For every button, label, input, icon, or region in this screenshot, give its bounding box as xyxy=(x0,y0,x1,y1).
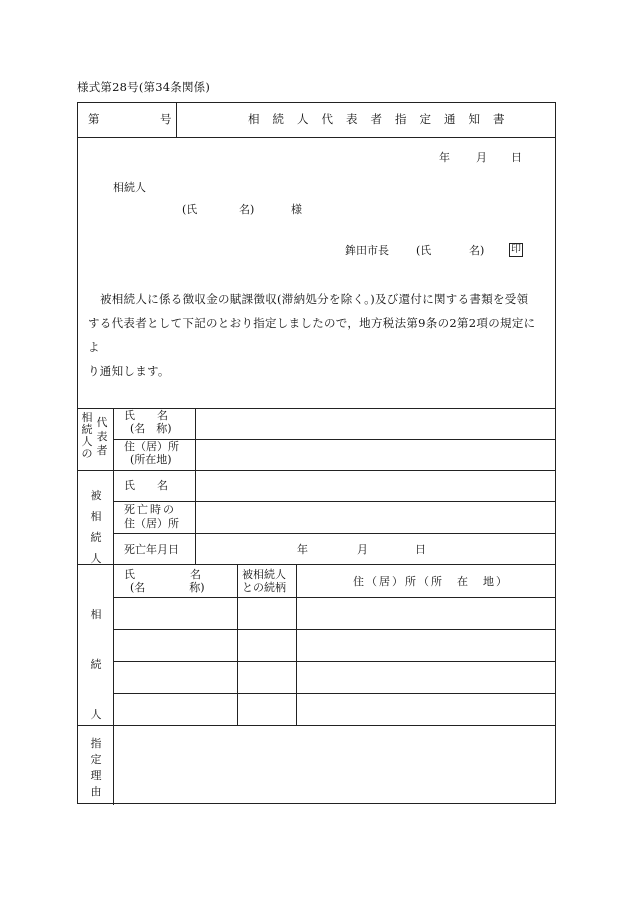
addressee-label: 相続人 xyxy=(113,181,146,194)
rep-section-label-col1: 相続人の xyxy=(81,411,93,460)
rep-address-label-2: (所在地) xyxy=(130,453,172,466)
rep-name-label-2: (名 称) xyxy=(130,422,172,435)
issuer-name-open: (氏 xyxy=(416,244,432,257)
issuer-title: 鉾田市長 xyxy=(345,244,389,257)
heirs-section-label: 相続人 xyxy=(90,608,102,721)
section-label-divider-a xyxy=(113,408,114,568)
notice-body-line-1: 被相続人に係る徴収金の賦課徴収(滞納処分を除く。)及び還付に関する書類を受領 xyxy=(100,292,529,306)
header-bottom-line xyxy=(78,137,555,138)
rep-address-label-1: 住（居）所 xyxy=(124,440,179,453)
addressee-name-close: 名) xyxy=(239,203,255,216)
heir-col-relation-label-1: 被相続人 xyxy=(242,568,286,581)
issuer-name-close: 名) xyxy=(469,244,485,257)
addressee-sama: 様 xyxy=(291,203,302,216)
rep-name-label-1: 氏 名 xyxy=(124,409,168,422)
notice-date-month: 月 xyxy=(476,151,487,164)
notice-body xyxy=(88,287,546,383)
seal-mark: 印 xyxy=(511,244,521,255)
notice-body-line-3: り通知します。 xyxy=(88,364,170,378)
document-title: 相続人代表者指定通知書 xyxy=(248,112,518,126)
deceased-bottom-line xyxy=(78,564,555,565)
label-value-divider-a xyxy=(195,408,196,564)
deceased-section-label: 被相続人 xyxy=(90,489,102,565)
deceased-row-line-1 xyxy=(113,501,555,502)
deceased-address-label-2: 住（居）所 xyxy=(124,517,179,530)
heir-row-line-2 xyxy=(113,629,555,630)
heir-col-divider-1 xyxy=(237,564,238,725)
deceased-row-line-2 xyxy=(113,533,555,534)
header-divider xyxy=(176,103,177,137)
header-number-right: 号 xyxy=(160,112,172,126)
rep-row-line xyxy=(113,439,555,440)
addressee-name-open: (氏 xyxy=(182,203,198,216)
heir-col-address-label: 住（居）所（所 在 地） xyxy=(353,575,509,588)
death-date-month: 月 xyxy=(357,543,368,556)
rep-section-label-col2: 代表者 xyxy=(96,416,108,457)
heir-col-divider-2 xyxy=(296,564,297,725)
heir-col-relation-label-2: との続柄 xyxy=(242,581,286,594)
death-date-label: 死亡年月日 xyxy=(124,543,179,556)
deceased-name-label: 氏 名 xyxy=(124,479,168,492)
heir-col-name-label-2: (名 称) xyxy=(130,581,205,594)
heir-row-line-1 xyxy=(113,597,555,598)
notice-date-day: 日 xyxy=(511,151,522,164)
header-number-left: 第 xyxy=(88,112,100,126)
heirs-bottom-line xyxy=(78,725,555,726)
death-date-year: 年 xyxy=(297,543,308,556)
deceased-address-label-1: 死亡時の xyxy=(124,503,176,516)
rep-bottom-line xyxy=(78,470,555,471)
notice-date-year: 年 xyxy=(439,151,450,164)
notice-body-line-2: する代表者として下記のとおり指定しましたので，地方税法第9条の2第2項の規定によ xyxy=(88,316,536,354)
heir-col-name-label-1: 氏 名 xyxy=(124,568,201,581)
death-date-day: 日 xyxy=(415,543,426,556)
reason-section-label: 指定理由 xyxy=(90,737,102,798)
form-frame xyxy=(77,102,556,804)
form-number-caption: 様式第28号(第34条関係) xyxy=(77,80,211,94)
section-label-divider-b xyxy=(113,564,114,805)
heir-row-line-4 xyxy=(113,693,555,694)
heir-row-line-3 xyxy=(113,661,555,662)
